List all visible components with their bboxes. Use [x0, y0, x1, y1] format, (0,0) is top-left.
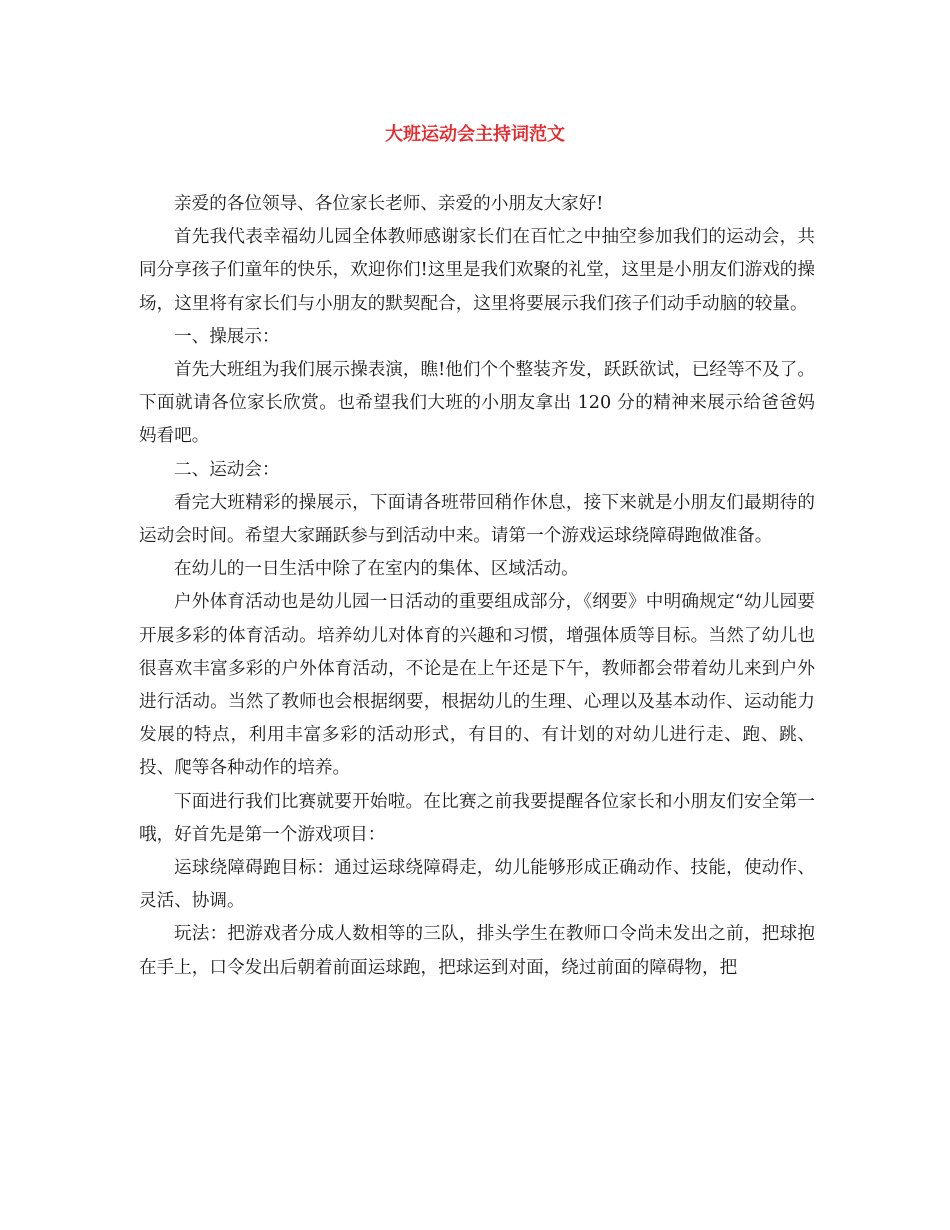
paragraph-daily-life: 在幼儿的一日生活中除了在室内的集体、区域活动。: [174, 559, 579, 580]
document-title: 大班运动会主持词范文: [385, 124, 565, 145]
paragraph-safety-reminder: 下面进行我们比赛就要开始啦。在比赛之前我要提醒各位家长和小朋友们安全第一哦，好首先是第一个游戏项目：: [139, 791, 815, 845]
paragraph-game-goal: 运球绕障碍跑目标：通过运球绕障碍走，幼儿能够形成正确动作、技能，使动作、灵活、协调。: [139, 858, 815, 912]
paragraph-exercise-show: 首先大班组为我们展示操表演，瞧!他们个个整装齐发，跃跃欲试，已经等不及了。下面就请各位家长欣赏。也希望我们大班的小朋友拿出 120 分的精神来展示给爸爸妈妈看吧。: [139, 360, 815, 447]
section-heading-exercise: 一、操展示：: [174, 326, 280, 347]
paragraph-greeting: 亲爱的各位领导、各位家长老师、亲爱的小朋友大家好!: [174, 194, 604, 214]
paragraph-outdoor-activity: 户外体育活动也是幼儿园一日活动的重要组成部分，《纲要》中明确规定“幼儿园要开展多彩的体育活动。培养幼儿对体育的兴趣和习惯，增强体质等目标。当然了幼儿也很喜欢丰富多彩的户外体育活动，不论是在上午还是下午，教师都会带着幼儿来到户外进行活动。当然了教师也会根据纲要，根据幼儿的生理、心理以及基本动作、运动能力发展的特点，利用丰富多彩的活动形式，有目的、有计划的对幼儿进行走、跑、跳、投、爬等各种动作的培养。: [139, 592, 815, 779]
paragraph-game-rules: 玩法：把游戏者分成人数相等的三队，排头学生在教师口令尚未发出之前，把球抱在手上，口令发出后朝着前面运球跑，把球运到对面，绕过前面的障碍物，把: [139, 924, 815, 978]
document-body: [139, 188, 815, 985]
paragraph-welcome: 首先我代表幸福幼儿园全体教师感谢家长们在百忙之中抽空参加我们的运动会，共同分享孩子们童年的快乐，欢迎你们!这里是我们欢聚的礼堂，这里是小朋友们游戏的操场，这里将有家长们与小朋友的默契配合，这里将要展示我们孩子们动手动脑的较量。: [139, 227, 815, 314]
section-heading-sports: 二、运动会：: [174, 459, 280, 480]
paragraph-sports-intro: 看完大班精彩的操展示，下面请各班带回稍作休息，接下来就是小朋友们最期待的运动会时间。希望大家踊跃参与到活动中来。请第一个游戏运球绕障碍跑做准备。: [139, 492, 815, 547]
